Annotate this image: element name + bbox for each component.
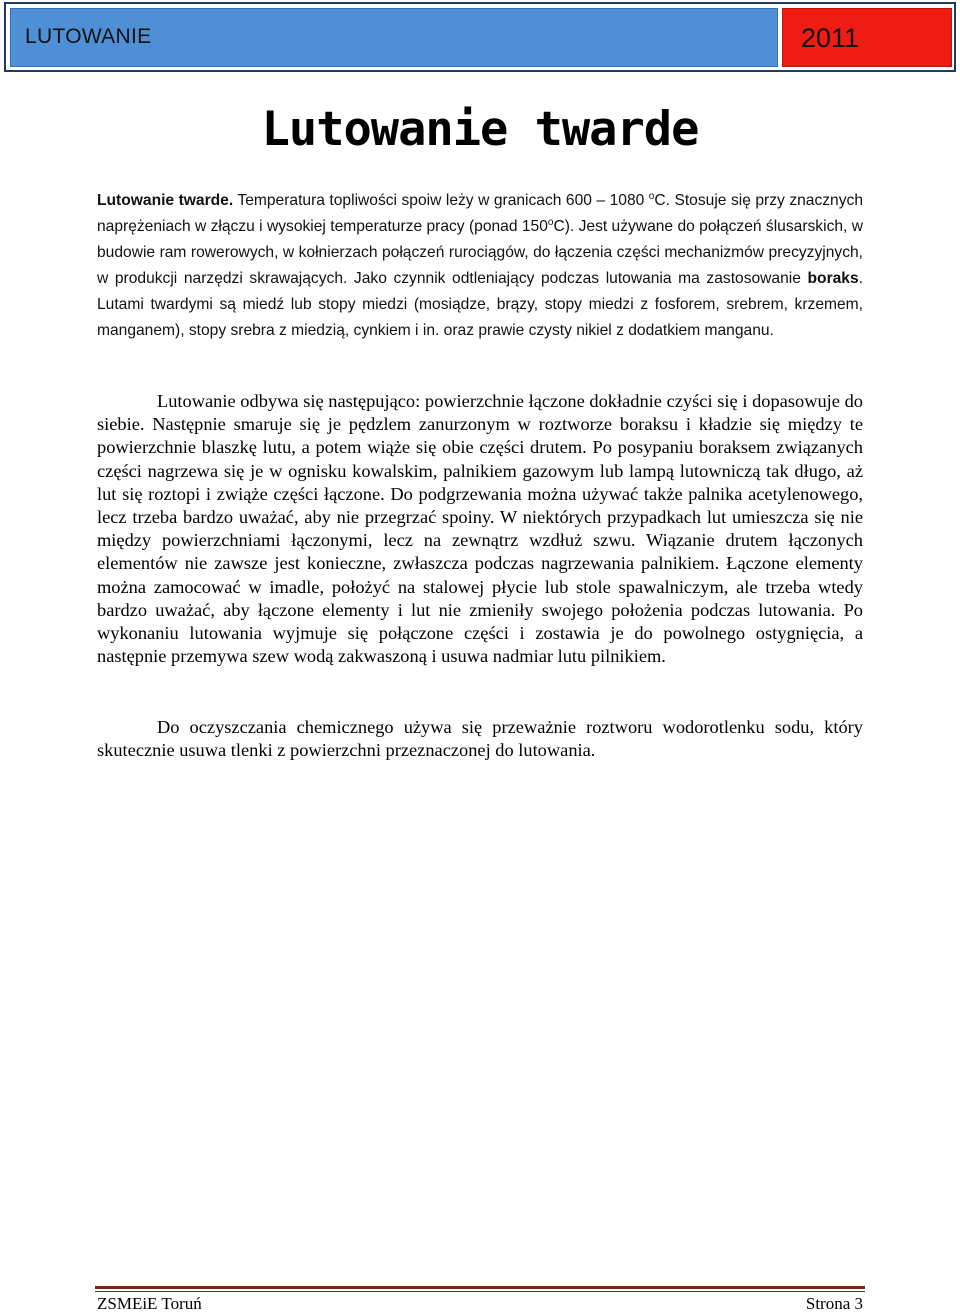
footer-page-number: Strona 3 <box>805 1294 863 1313</box>
intro-text-a: Temperatura topliwości spoiw leży w granicach 600 – 1080 <box>233 192 649 209</box>
intro-text-d: . Lutami twardymi są miedź lub stopy miedzi (mosiądze, brązy, stopy miedzi z fosforem, srebrem, krzemem, manganem), stopy srebra z miedzią, cynkiem i in. oraz prawie czysty nikiel z dodatkiem manganu. <box>97 270 863 340</box>
header-topic-box <box>10 8 778 67</box>
procedure-paragraph: Lutowanie odbywa się następująco: powierzchnie łączone dokładnie czyści się i dopasowuje do siebie. Następnie smaruje się je pędzlem zanurzonym w roztworze boraksu i kładzie się między te powierzchnie blaszkę lutu, a potem wiąże się obie części drutem. Po posypaniu boraksem związanych części nagrzewa się je w ognisku kowalskim, palnikiem gazowym lub lampą lutowniczą tak długo, aż lut się roztopi i zwiąże części łączone. Do podgrzewania można używać także palnika acetylenowego, lecz trzeba bardzo uważać, aby nie przegrzać spoiny. W niektórych przypadkach lut umieszcza się nie między powierzchniami łączonymi, lecz na zewnątrz wzdłuż szwu. Wiązanie drutem łączonych elementów nie zawsze jest konieczne, zwłaszcza podczas nagrzewania palnikiem. Łączone elementy można zamocować w imadle, położyć na stalowej płycie lub stole spawalniczym, ale trzeba wtedy bardzo uważać, aby łączone elementy i lut nie zmieniły swojego położenia podczas lutowania. Po wykonaniu lutowania wyjmuje się połączone części i zostawia je do powolnego ostygnięcia, a następnie przemywa szew wodą zakwaszoną i usuwa nadmiar lutu pilnikiem. <box>97 391 863 667</box>
degree-sup-1: o <box>648 190 655 202</box>
page-title: Lutowanie twarde <box>261 102 699 157</box>
intro-bold-word: boraks <box>807 270 859 288</box>
footer-school: ZSMEiE Toruń <box>97 1294 202 1313</box>
intro-text-b: C. Stosuje się przy znacznych naprężeniach w złączu i wysokiej temperaturze pracy (ponad 150 <box>97 192 863 236</box>
header-year-box <box>782 8 952 67</box>
header-year-label: 2011 <box>801 23 860 53</box>
cleaning-paragraph: Do oczyszczania chemicznego używa się przeważnie roztworu wodorotlenku sodu, który skutecznie usuwa tlenki z powierzchni przeznaczonej do lutowania. <box>97 717 863 761</box>
header-topic-label: LUTOWANIE <box>25 25 152 48</box>
intro-text-c: C). Jest używane do połączeń ślusarskich, w budowie ram rowerowych, w kołnierzach połączeń rurociągów, do łączenia części mechanizmów precyzyjnych, w produkcji narzędzi skrawających. Jako czynnik odtleniający podczas lutowania ma zastosowanie <box>97 218 863 288</box>
footer-rule-thin <box>95 1291 865 1292</box>
page-header <box>4 2 956 72</box>
intro-paragraph <box>97 188 863 345</box>
footer-rule-thick <box>95 1286 865 1289</box>
intro-lead: Lutowanie twarde. <box>97 192 234 209</box>
degree-sup-2: o <box>547 216 554 228</box>
